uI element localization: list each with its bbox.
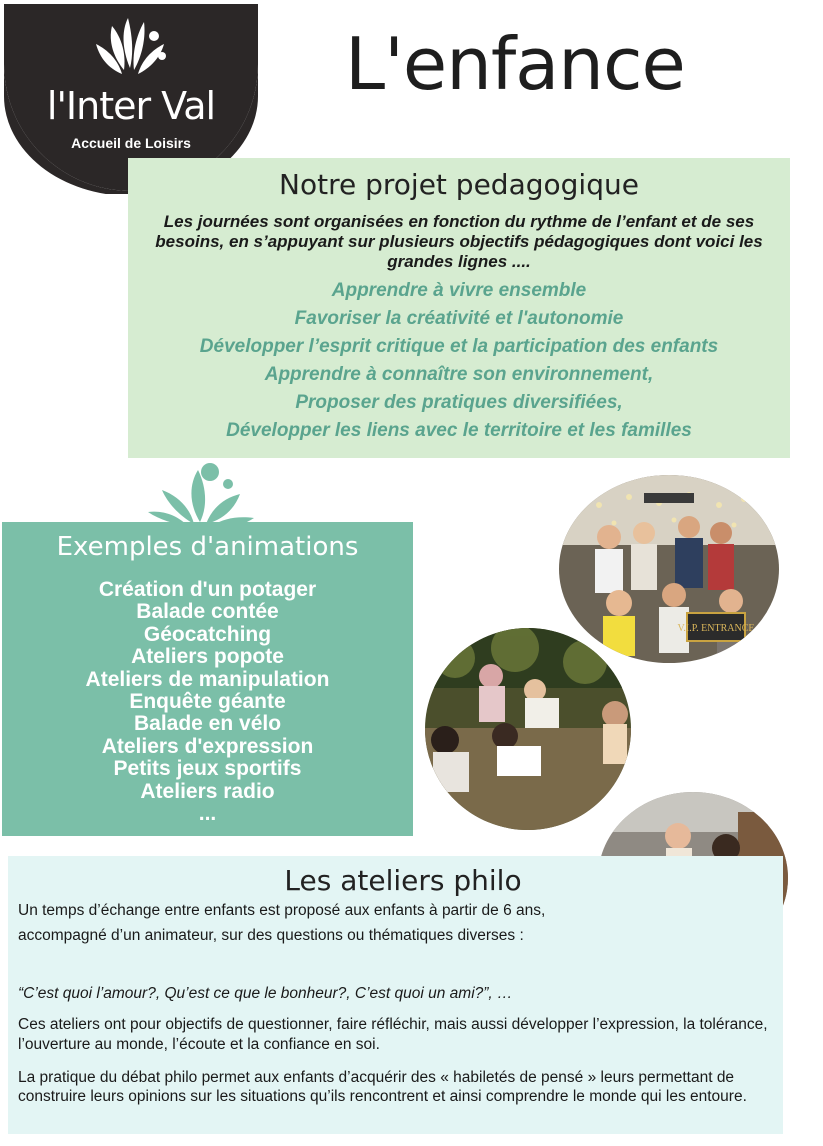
objective-item: Développer les liens avec le territoire et les familles xyxy=(226,420,692,441)
philo-section xyxy=(8,856,783,1134)
animations-list xyxy=(2,579,413,825)
projet-intro: Les journées sont organisées en fonction du rythme de l’enfant et de ses besoins, en s’appuyant sur plusieurs objectifs pédagogiques dont voici les grandes lignes .... xyxy=(155,212,763,271)
vip-sign-text: V.I.P. ENTRANCE xyxy=(677,623,755,634)
list-item: Ateliers popote xyxy=(131,645,284,669)
photo-vip-kids xyxy=(559,475,779,663)
objective-item: Favoriser la créativité et l'autonomie xyxy=(294,308,624,329)
list-item: Ateliers d'expression xyxy=(101,734,314,758)
projet-section xyxy=(128,158,790,458)
philo-title: Les ateliers philo xyxy=(284,864,522,897)
list-item: Ateliers de manipulation xyxy=(85,667,330,691)
list-item: ... xyxy=(198,802,217,826)
list-item: Balade contée xyxy=(136,600,279,624)
objective-item: Développer l’esprit critique et la participation des enfants xyxy=(199,336,719,357)
list-item: Balade en vélo xyxy=(133,712,282,736)
page-title: L'enfance xyxy=(345,22,685,106)
philo-paragraph: Un temps d’échange entre enfants est proposé aux enfants à partir de 6 ans, accompagné d’un animateur, sur des questions ou thématiques diverses : xyxy=(18,902,546,944)
logo-subtitle: Accueil de Loisirs xyxy=(71,135,191,151)
list-item: Ateliers radio xyxy=(140,779,275,803)
photo-forest-kids xyxy=(425,628,631,830)
list-item: Géocatching xyxy=(143,622,272,646)
splash-icon xyxy=(140,460,260,528)
list-item: Petits jeux sportifs xyxy=(113,757,302,781)
projet-title: Notre projet pedagogique xyxy=(279,168,639,201)
list-item: Création d'un potager xyxy=(98,578,317,601)
philo-quote: “C’est quoi l’amour?, Qu’est ce que le bonheur?, C’est quoi un ami?”, … xyxy=(18,985,513,1002)
logo-name: l'Inter Val xyxy=(46,84,216,128)
exemples-section xyxy=(2,522,413,836)
objective-item: Apprendre à vivre ensemble xyxy=(331,280,587,301)
philo-paragraph: Ces ateliers ont pour objectifs de questionner, faire réfléchir, mais aussi développer l’expression, la tolérance, l’ouverture au monde, l’écoute et la confiance en soi. xyxy=(18,1016,768,1053)
list-item: Enquête géante xyxy=(129,690,286,714)
philo-paragraph: La pratique du débat philo permet aux enfants d’acquérir des « habiletés de pensé » leurs permettant de construire leurs opinions sur les situations qu’ils rencontrent et ainsi comprendre le monde qui les entoure. xyxy=(18,1069,747,1105)
exemples-title: Exemples d'animations xyxy=(56,532,359,562)
objective-item: Proposer des pratiques diversifiées, xyxy=(295,392,623,413)
objective-item: Apprendre à connaître son environnement, xyxy=(264,364,654,385)
